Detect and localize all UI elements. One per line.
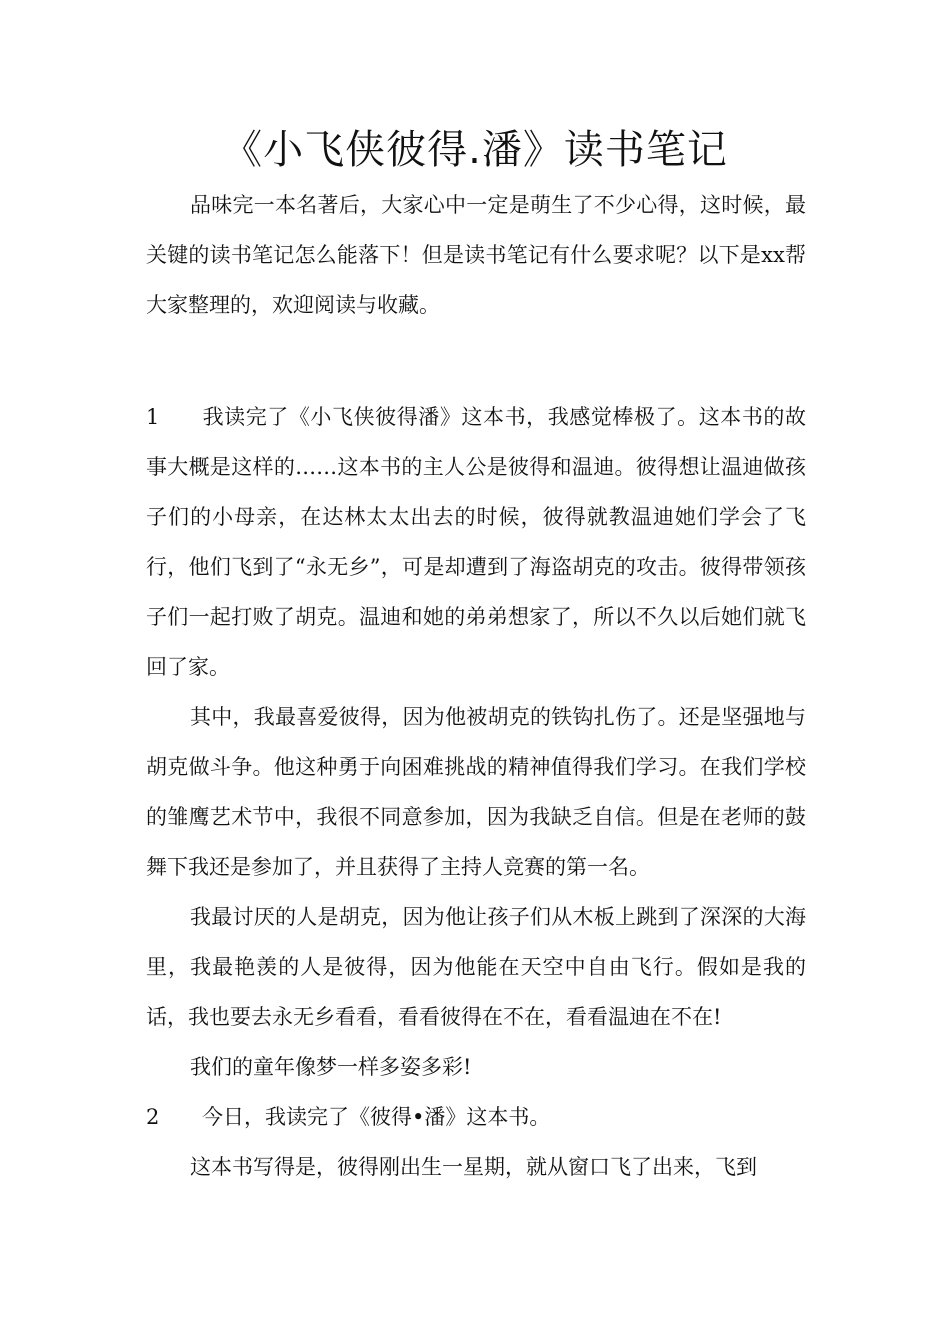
essay-2-paragraph: 这本书写得是，彼得刚出生一星期，就从窗口飞了出来，飞到 — [190, 1155, 757, 1179]
essay-number: 1 — [146, 405, 160, 429]
document-body — [146, 180, 806, 1192]
intro-paragraph: 品味完一本名著后，大家心中一定是萌生了不少心得，这时候，最关键的读书笔记怎么能落下！但是读书笔记有什么要求呢？以下是xx帮大家整理的，欢迎阅读与收藏。 — [146, 193, 806, 317]
essay-1-first-paragraph — [146, 392, 806, 692]
document-title: 《小飞侠彼得.潘》读书笔记 — [222, 127, 728, 173]
essay-2-first-text: 今日，我读完了《彼得•潘》这本书。 — [202, 1105, 551, 1129]
essay-1-paragraph: 我们的童年像梦一样多姿多彩! — [190, 1055, 472, 1079]
essay-number: 2 — [146, 1105, 160, 1129]
essay-1-first-text: 我读完了《小飞侠彼得潘》这本书，我感觉棒极了。这本书的故事大概是这样的……这本书的主人公是彼得和温迪。彼得想让温迪做孩子们的小母亲，在达林太太出去的时候，彼得就教温迪她们学会了飞行，他们飞到了“永无乡”，可是却遭到了海盗胡克的攻击。彼得带领孩子们一起打败了胡克。温迪和她的弟弟想家了，所以不久以后她们就飞回了家。 — [146, 405, 806, 679]
essay-2-first-paragraph — [146, 1092, 806, 1142]
section-spacer — [146, 330, 806, 392]
essay-1-paragraph: 我最讨厌的人是胡克，因为他让孩子们从木板上跳到了深深的大海里，我最艳羡的人是彼得，因为他能在天空中自由飞行。假如是我的话，我也要去永无乡看看，看看彼得在不在，看看温迪在不在! — [146, 905, 806, 1029]
essay-1-paragraph: 其中，我最喜爱彼得，因为他被胡克的铁钩扎伤了。还是坚强地与胡克做斗争。他这种勇于向困难挑战的精神值得我们学习。在我们学校的雏鹰艺术节中，我很不同意参加，因为我缺乏自信。但是在老师的鼓舞下我还是参加了，并且获得了主持人竞赛的第一名。 — [146, 705, 806, 879]
